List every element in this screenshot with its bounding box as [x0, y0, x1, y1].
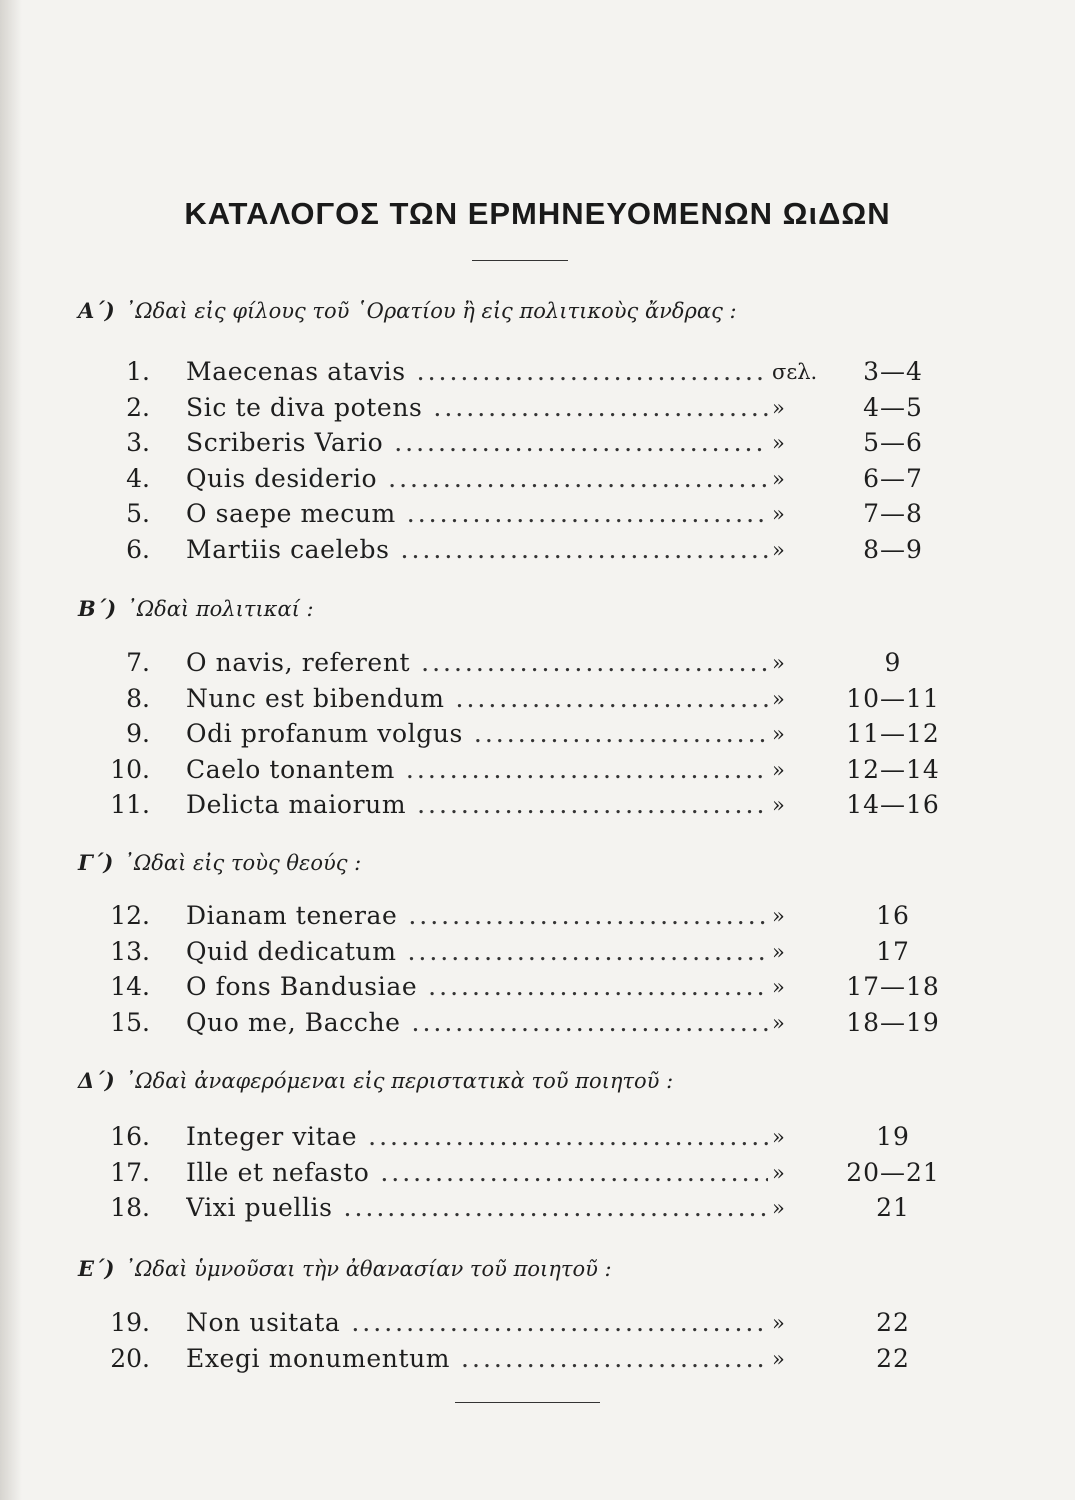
section-heading [78, 298, 978, 323]
toc-entry [0, 1193, 1075, 1227]
entry-title: Ille et nefasto ..... [186, 1158, 768, 1187]
entry-title: Maecenas atavis ..... [186, 357, 768, 386]
entry-pages: 5—6 [863, 428, 923, 458]
entry-number: 3. [126, 428, 150, 458]
section-letter: Β΄) [78, 596, 117, 621]
entry-title: Quis desiderio ..... [186, 464, 768, 493]
entry-title: Quo me, Bacche ..... [186, 1008, 768, 1037]
section-heading [78, 1068, 978, 1093]
toc-entry [0, 1308, 1075, 1342]
ditto-mark: » [772, 1160, 785, 1185]
entry-title: Exegi monumentum ..... [186, 1344, 768, 1373]
entry-number: 19. [110, 1308, 150, 1337]
ditto-mark: » [772, 431, 785, 456]
entry-pages: 3—4 [863, 357, 923, 386]
ditto-mark: » [772, 904, 785, 928]
entry-number: 12. [110, 901, 150, 930]
page-abbreviation: σελ. [772, 360, 818, 384]
toc-entry [0, 719, 1075, 753]
toc-entry [0, 684, 1075, 718]
entry-number: 15. [110, 1007, 150, 1037]
entry-pages: 21 [876, 1193, 910, 1223]
entry-number: 17. [110, 1157, 150, 1187]
ditto-mark: » [772, 1125, 785, 1149]
entry-number: 13. [110, 936, 150, 966]
entry-pages: 9 [884, 648, 902, 677]
entry-pages: 4—5 [863, 392, 923, 422]
toc-entry [0, 535, 1075, 569]
entry-title: Caelo tonantem ..... [186, 755, 768, 784]
entry-pages: 17—18 [846, 972, 940, 1002]
ditto-mark: » [772, 1196, 785, 1221]
section-heading [78, 1256, 978, 1281]
entry-number: 9. [126, 719, 150, 749]
entry-pages: 17 [876, 936, 910, 966]
title-divider [472, 260, 568, 261]
entry-pages: 22 [876, 1343, 910, 1373]
entry-number: 18. [110, 1193, 150, 1223]
toc-entry [0, 464, 1075, 498]
entry-pages: 18—19 [846, 1007, 940, 1037]
entry-number: 11. [110, 790, 150, 820]
ditto-mark: » [772, 939, 785, 964]
entry-number: 16. [110, 1122, 150, 1151]
entry-title: O fons Bandusiae ..... [186, 972, 768, 1001]
entry-number: 7. [126, 648, 150, 677]
section-letter: Ε΄) [78, 1256, 115, 1281]
toc-entry [0, 393, 1075, 427]
section-heading-text: ᾿Ωδαὶ πολιτικαί : [126, 597, 314, 621]
toc-entry [0, 901, 1075, 935]
entry-title: O navis, referent ..... [186, 648, 768, 677]
toc-entry [0, 755, 1075, 789]
section-letter: Γ΄) [78, 850, 114, 875]
ditto-mark: » [772, 793, 785, 818]
entry-pages: 6—7 [863, 463, 923, 493]
section-heading [78, 850, 978, 875]
ditto-mark: » [772, 1010, 785, 1035]
entry-number: 14. [110, 972, 150, 1002]
toc-entry [0, 499, 1075, 533]
ditto-mark: » [772, 651, 785, 675]
toc-entry [0, 648, 1075, 682]
ditto-mark: » [772, 538, 785, 562]
entry-number: 1. [126, 357, 150, 386]
ditto-mark: » [772, 502, 785, 527]
entry-pages: 7—8 [863, 499, 923, 529]
toc-entry [0, 937, 1075, 971]
entry-title: Martiis caelebs ..... [186, 535, 768, 564]
entry-title: Sic te diva potens ..... [186, 393, 768, 422]
entry-pages: 22 [876, 1308, 910, 1337]
entry-title: Dianam tenerae ..... [186, 901, 768, 930]
entry-pages: 11—12 [846, 719, 940, 749]
toc-entry [0, 1122, 1075, 1156]
ditto-mark: » [772, 1311, 785, 1335]
ditto-mark: » [772, 722, 785, 747]
entry-number: 20. [110, 1343, 150, 1373]
entry-number: 6. [126, 535, 150, 564]
entry-number: 4. [126, 463, 150, 493]
entry-pages: 14—16 [846, 790, 940, 820]
entry-title: Quid dedicatum ..... [186, 937, 768, 966]
entry-pages: 16 [876, 901, 910, 930]
entry-title: Nunc est bibendum ..... [186, 684, 768, 713]
ditto-mark: » [772, 686, 785, 711]
ditto-mark: » [772, 466, 785, 491]
entry-title: Odi profanum volgus ..... [186, 719, 768, 748]
section-heading-text: ᾿Ωδαὶ ὑμνοῦσαι τὴν ἀθανασίαν τοῦ ποιητοῦ : [124, 1257, 612, 1281]
ditto-mark: » [772, 1346, 785, 1371]
section-heading [78, 596, 978, 621]
section-letter: Δ΄) [78, 1068, 115, 1093]
entry-pages: 10—11 [846, 683, 940, 713]
ditto-mark: » [772, 395, 785, 420]
entry-number: 8. [126, 683, 150, 713]
end-divider [455, 1402, 600, 1403]
section-heading-text: ᾿Ωδαὶ εἰς φίλους τοῦ ῾Ορατίου ἢ εἰς πολιτικοὺς ἄνδρας : [124, 299, 737, 323]
section-letter: Α΄) [78, 298, 115, 323]
entry-pages: 20—21 [846, 1157, 940, 1187]
toc-entry [0, 790, 1075, 824]
entry-pages: 19 [876, 1122, 910, 1151]
toc-entry [0, 972, 1075, 1006]
entry-title: Vixi puellis ..... [186, 1193, 768, 1222]
entry-number: 2. [126, 392, 150, 422]
entry-pages: 12—14 [846, 754, 940, 784]
toc-entry [0, 357, 1075, 391]
entry-pages: 8—9 [863, 535, 923, 564]
entry-title: O saepe mecum ..... [186, 499, 768, 528]
entry-title: Scriberis Vario ..... [186, 428, 768, 457]
toc-entry [0, 1344, 1075, 1378]
entry-number: 10. [110, 754, 150, 784]
toc-entry [0, 428, 1075, 462]
ditto-mark: » [772, 757, 785, 782]
entry-title: Non usitata ..... [186, 1308, 768, 1337]
section-heading-text: ᾿Ωδαὶ ἀναφερόμεναι εἰς περιστατικὰ τοῦ ποιητοῦ : [124, 1069, 674, 1093]
ditto-mark: » [772, 975, 785, 1000]
section-heading-text: ᾿Ωδαὶ εἰς τοὺς θεούς : [123, 851, 362, 875]
page-title: ΚΑΤΑΛΟΓΟΣ ΤΩΝ ΕΡΜΗΝΕΥΟΜΕΝΩΝ ΩιΔΩΝ [184, 196, 891, 231]
toc-entry [0, 1158, 1075, 1192]
entry-title: Delicta maiorum ..... [186, 790, 768, 819]
toc-entry [0, 1008, 1075, 1042]
entry-title: Integer vitae ..... [186, 1122, 768, 1151]
entry-number: 5. [126, 499, 150, 529]
